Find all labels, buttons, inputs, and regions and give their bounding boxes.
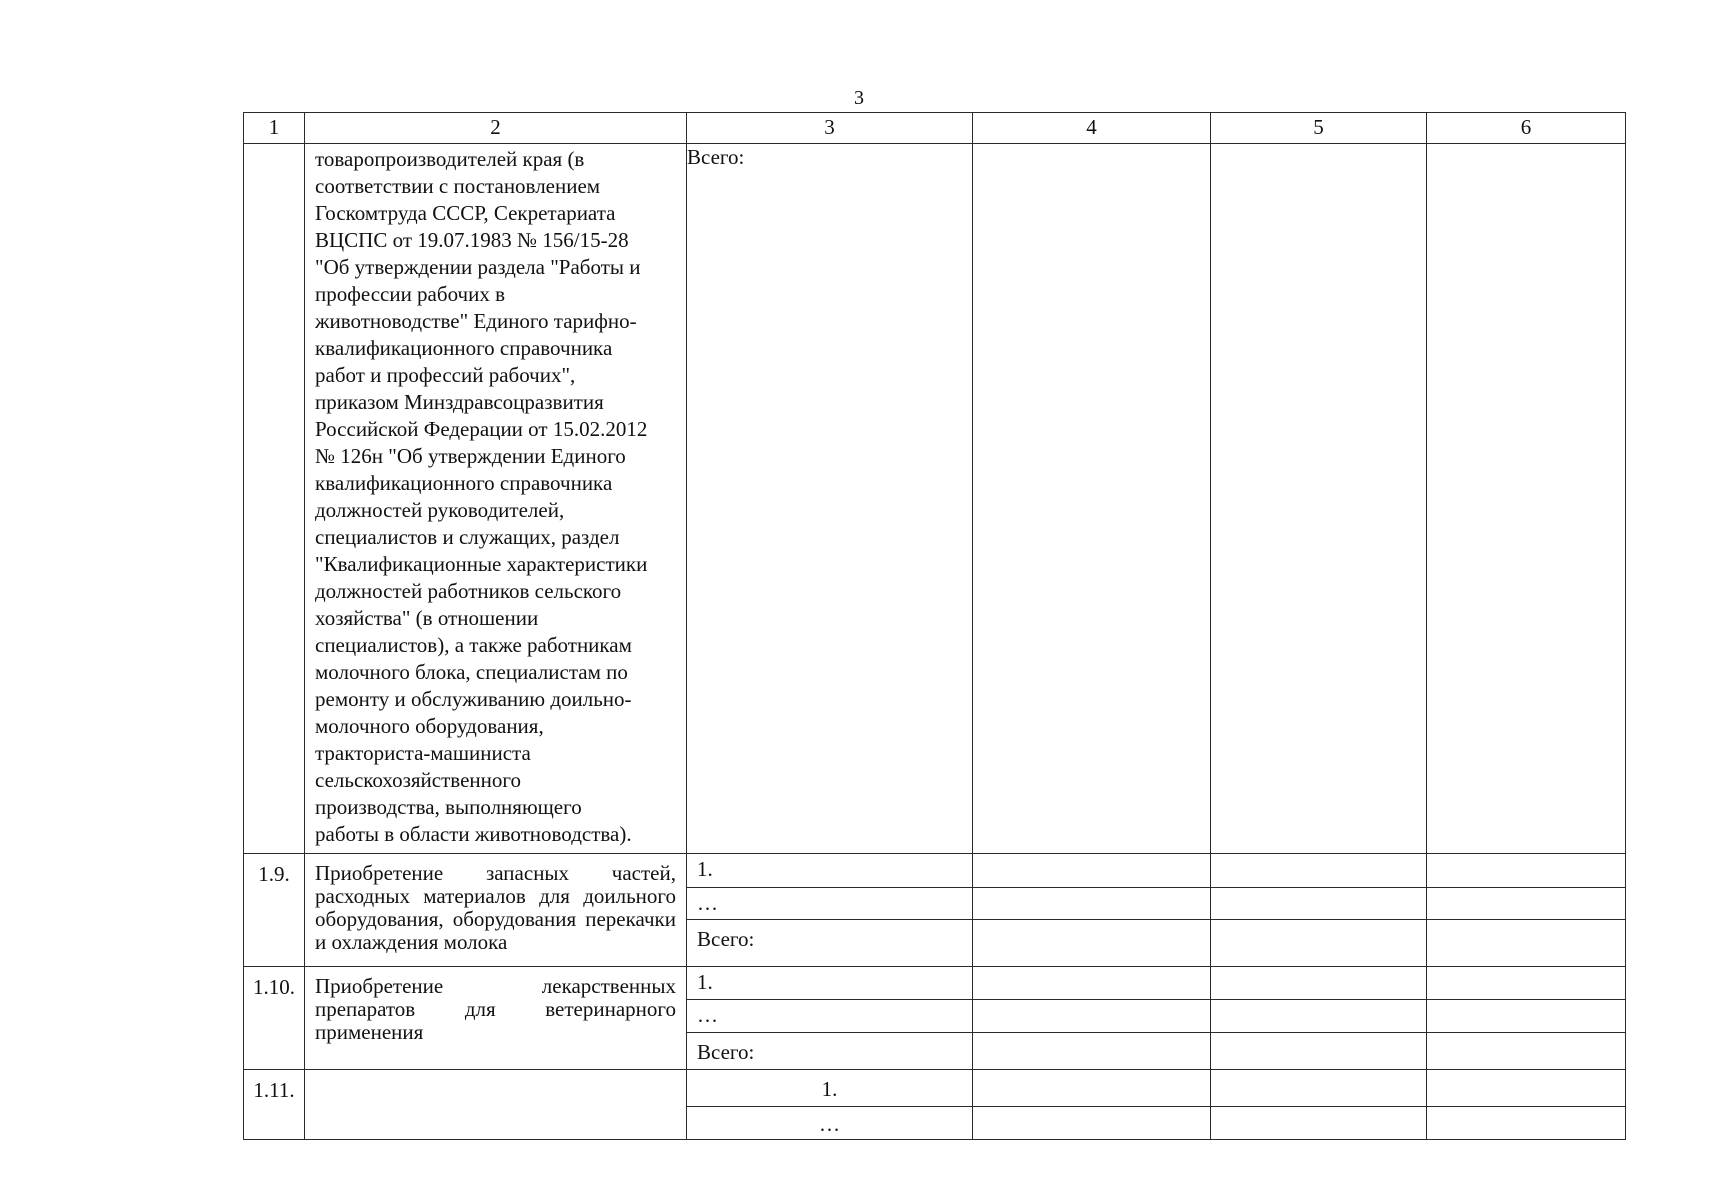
desc-line: должностей руководителей, xyxy=(315,498,565,522)
sub-rows-col-3 xyxy=(687,1070,973,1140)
desc-line: должностей работников сельского xyxy=(315,579,622,603)
desc-line: работы в области животноводства). xyxy=(315,822,632,846)
sub-rows-col-5 xyxy=(1211,854,1427,967)
table-header-row xyxy=(244,113,1626,144)
desc-line: специалистов), а также работникам xyxy=(315,633,632,657)
page-number: 3 xyxy=(854,87,864,109)
sub-item: 1. xyxy=(687,854,972,888)
row-number: 1.11. xyxy=(244,1070,305,1140)
desc-line: тракториста-машиниста xyxy=(315,741,531,765)
sub-item: 1. xyxy=(687,967,972,1000)
desc-line: приказом Минздравсоцразвития xyxy=(315,390,604,414)
sub-rows-col-3 xyxy=(687,854,973,967)
empty-cell xyxy=(1427,144,1626,854)
desc-line: ВЦСПС от 19.07.1983 № 156/15-28 xyxy=(315,228,629,252)
header-col-3: 3 xyxy=(687,113,973,144)
desc-line: квалификационного справочника xyxy=(315,471,613,495)
desc-line: соответствии с постановлением xyxy=(315,174,601,198)
desc-line: ремонту и обслуживанию доильно- xyxy=(315,687,632,711)
desc-line: сельскохозяйственного xyxy=(315,768,521,792)
row-description: Приобретение лекарственных препаратов для ветеринарного применения xyxy=(305,967,687,1070)
row-number: 1.9. xyxy=(244,854,305,967)
header-col-5: 5 xyxy=(1211,113,1427,144)
table-row-1-9 xyxy=(244,854,1626,967)
row-number: 1.10. xyxy=(244,967,305,1070)
desc-line: работ и профессий рабочих", xyxy=(315,363,576,387)
desc-line: квалификационного справочника xyxy=(315,336,613,360)
desc-line: профессии рабочих в xyxy=(315,282,505,306)
header-col-6: 6 xyxy=(1427,113,1626,144)
budget-table xyxy=(243,112,1626,1140)
sub-item: … xyxy=(819,1112,840,1136)
table-row-continuation xyxy=(244,144,1626,854)
desc-line: производства, выполняющего xyxy=(315,795,582,819)
total-label: Всего: xyxy=(687,144,973,854)
desc-line: животноводстве" Единого тарифно- xyxy=(315,309,637,333)
table-row-1-11 xyxy=(244,1070,1626,1140)
desc-line: Российской Федерации от 15.02.2012 xyxy=(315,417,648,441)
desc-line: специалистов и служащих, раздел xyxy=(315,525,620,549)
desc-line: "Квалификационные характеристики xyxy=(315,552,648,576)
desc-line: "Об утверждении раздела "Работы и xyxy=(315,255,641,279)
table-row-1-10 xyxy=(244,967,1626,1070)
sub-item: … xyxy=(687,1000,972,1033)
empty-cell xyxy=(1211,144,1427,854)
sub-total: Всего: xyxy=(697,927,755,951)
desc-line: хозяйства" (в отношении xyxy=(315,606,539,630)
desc-line: молочного оборудования, xyxy=(315,714,544,738)
desc-line: Госкомтруда СССР, Секретариата xyxy=(315,201,616,225)
header-col-4: 4 xyxy=(973,113,1211,144)
sub-item: … xyxy=(687,888,972,920)
sub-item: 1. xyxy=(687,1070,972,1107)
header-col-1: 1 xyxy=(244,113,305,144)
sub-total: Всего: xyxy=(697,1040,755,1064)
row-number-cell xyxy=(244,144,305,854)
empty-cell xyxy=(973,144,1211,854)
sub-rows-col-4 xyxy=(973,854,1211,967)
sub-rows-col-3 xyxy=(687,967,973,1070)
desc-line: № 126н "Об утверждении Единого xyxy=(315,444,626,468)
desc-line: молочного блока, специалистам по xyxy=(315,660,628,684)
row-description xyxy=(305,1070,687,1140)
row-description xyxy=(305,144,687,854)
sub-rows-col-6 xyxy=(1427,854,1626,967)
row-description: Приобретение запасных частей, расходных материалов для доильного оборудования, оборудования перекачки и охлаждения молока xyxy=(305,854,687,967)
desc-line: товаропроизводителей края (в xyxy=(315,147,585,171)
header-col-2: 2 xyxy=(305,113,687,144)
